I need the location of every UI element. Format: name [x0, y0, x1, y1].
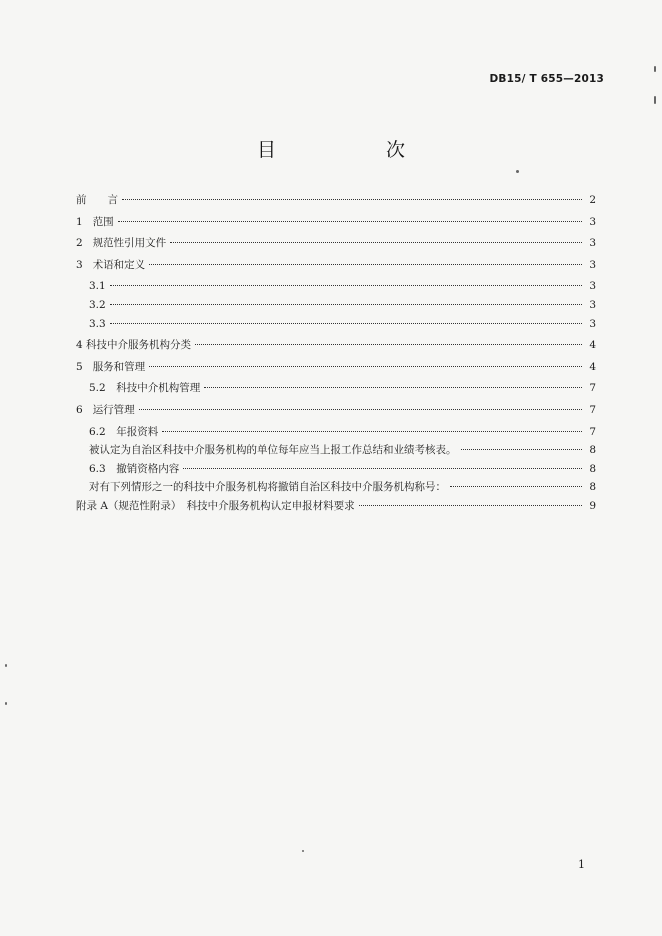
toc-entry-label: 5.2 科技中介机构管理 [89, 382, 201, 395]
toc-entry-normative-references[interactable] [76, 234, 596, 253]
dot-leader [122, 189, 582, 200]
toc-entry-label: 3.3 [89, 317, 106, 330]
toc-entry-page: 3 [589, 280, 596, 293]
scan-speck [654, 66, 656, 72]
toc-entry-page: 8 [589, 481, 596, 494]
toc-entry-3-3[interactable] [76, 315, 596, 334]
toc-entry-page: 2 [589, 194, 596, 206]
dot-leader [118, 211, 582, 222]
toc-entry-page: 3 [589, 298, 596, 311]
toc-entry-page: 3 [589, 215, 596, 228]
toc-entry-number: 5 [76, 360, 83, 373]
toc-entry-label: 4 科技中介服务机构分类 [76, 339, 192, 352]
toc-entry-page: 7 [589, 425, 596, 438]
toc-entry-page: 8 [589, 462, 596, 475]
toc-entry-number: 3 [76, 258, 83, 271]
toc-entry-5-2[interactable] [76, 379, 596, 398]
toc-entry-page: 8 [589, 444, 596, 457]
toc-entry-number: 1 [76, 215, 83, 228]
toc-entry-operation[interactable] [76, 401, 596, 420]
toc-entry-number: 2 [76, 237, 83, 250]
dot-leader [162, 421, 582, 432]
dot-leader [139, 399, 582, 410]
toc-entry-classification[interactable] [76, 336, 596, 355]
standard-code: DB15/ T 655—2013 [489, 73, 604, 85]
dot-leader [461, 439, 583, 450]
toc-entry-label: 范围 [92, 215, 114, 228]
dot-leader [183, 458, 582, 469]
toc-entry-page: 3 [589, 237, 596, 250]
toc-entry-label: 附录 A（规范性附录） 科技中介服务机构认定申报材料要求 [76, 499, 355, 512]
scan-speck [302, 850, 304, 852]
page-number: 1 [578, 858, 585, 871]
toc-entry-page: 7 [589, 382, 596, 395]
dot-leader [149, 356, 582, 367]
dot-leader [110, 294, 582, 305]
dot-leader [110, 275, 582, 286]
toc-entry-label: 6.3 撤销资格内容 [89, 462, 180, 475]
toc-entry-label: 服务和管理 [92, 360, 146, 373]
scan-speck [5, 702, 7, 705]
dot-leader [450, 476, 582, 487]
toc-entry-foreword[interactable] [76, 191, 596, 210]
toc-entry-label: 被认定为自治区科技中介服务机构的单位每年应当上报工作总结和业绩考核表。 [89, 444, 457, 457]
toc-entry-label: 对有下列情形之一的科技中介服务机构将撤销自治区科技中介服务机构称号： [89, 481, 446, 494]
toc-entry-page: 4 [589, 360, 596, 373]
toc-entry-label: 3.1 [89, 280, 106, 293]
toc-entry-label: 3.2 [89, 298, 106, 311]
toc-entry-label: 6.2 年报资料 [89, 425, 159, 438]
toc-entry-label: 术语和定义 [92, 258, 146, 271]
dot-leader [204, 377, 582, 388]
dot-leader [170, 232, 582, 243]
toc-entry-service-management[interactable] [76, 358, 596, 377]
toc-entry-scope[interactable] [76, 213, 596, 232]
scan-speck [654, 96, 656, 104]
scan-speck [5, 664, 7, 667]
dot-leader [149, 254, 582, 265]
toc-entry-label: 规范性引用文件 [92, 237, 167, 250]
dot-leader [359, 495, 582, 506]
toc-entry-label: 前 言 [76, 194, 118, 206]
toc-entry-page: 9 [589, 499, 596, 512]
toc-entry-page: 3 [589, 258, 596, 271]
toc-entry-appendix-a[interactable] [76, 497, 596, 516]
dot-leader [110, 313, 582, 324]
toc-entry-page: 3 [589, 317, 596, 330]
toc-entry-number: 6 [76, 403, 83, 416]
toc-entry-label: 运行管理 [92, 403, 135, 416]
page-title: 目 次 [256, 139, 458, 161]
toc-entry-page: 7 [589, 403, 596, 416]
scan-speck [516, 170, 519, 173]
dot-leader [195, 334, 582, 345]
toc-entry-page: 4 [589, 339, 596, 352]
table-of-contents [76, 191, 596, 516]
toc-entry-terms[interactable] [76, 256, 596, 275]
